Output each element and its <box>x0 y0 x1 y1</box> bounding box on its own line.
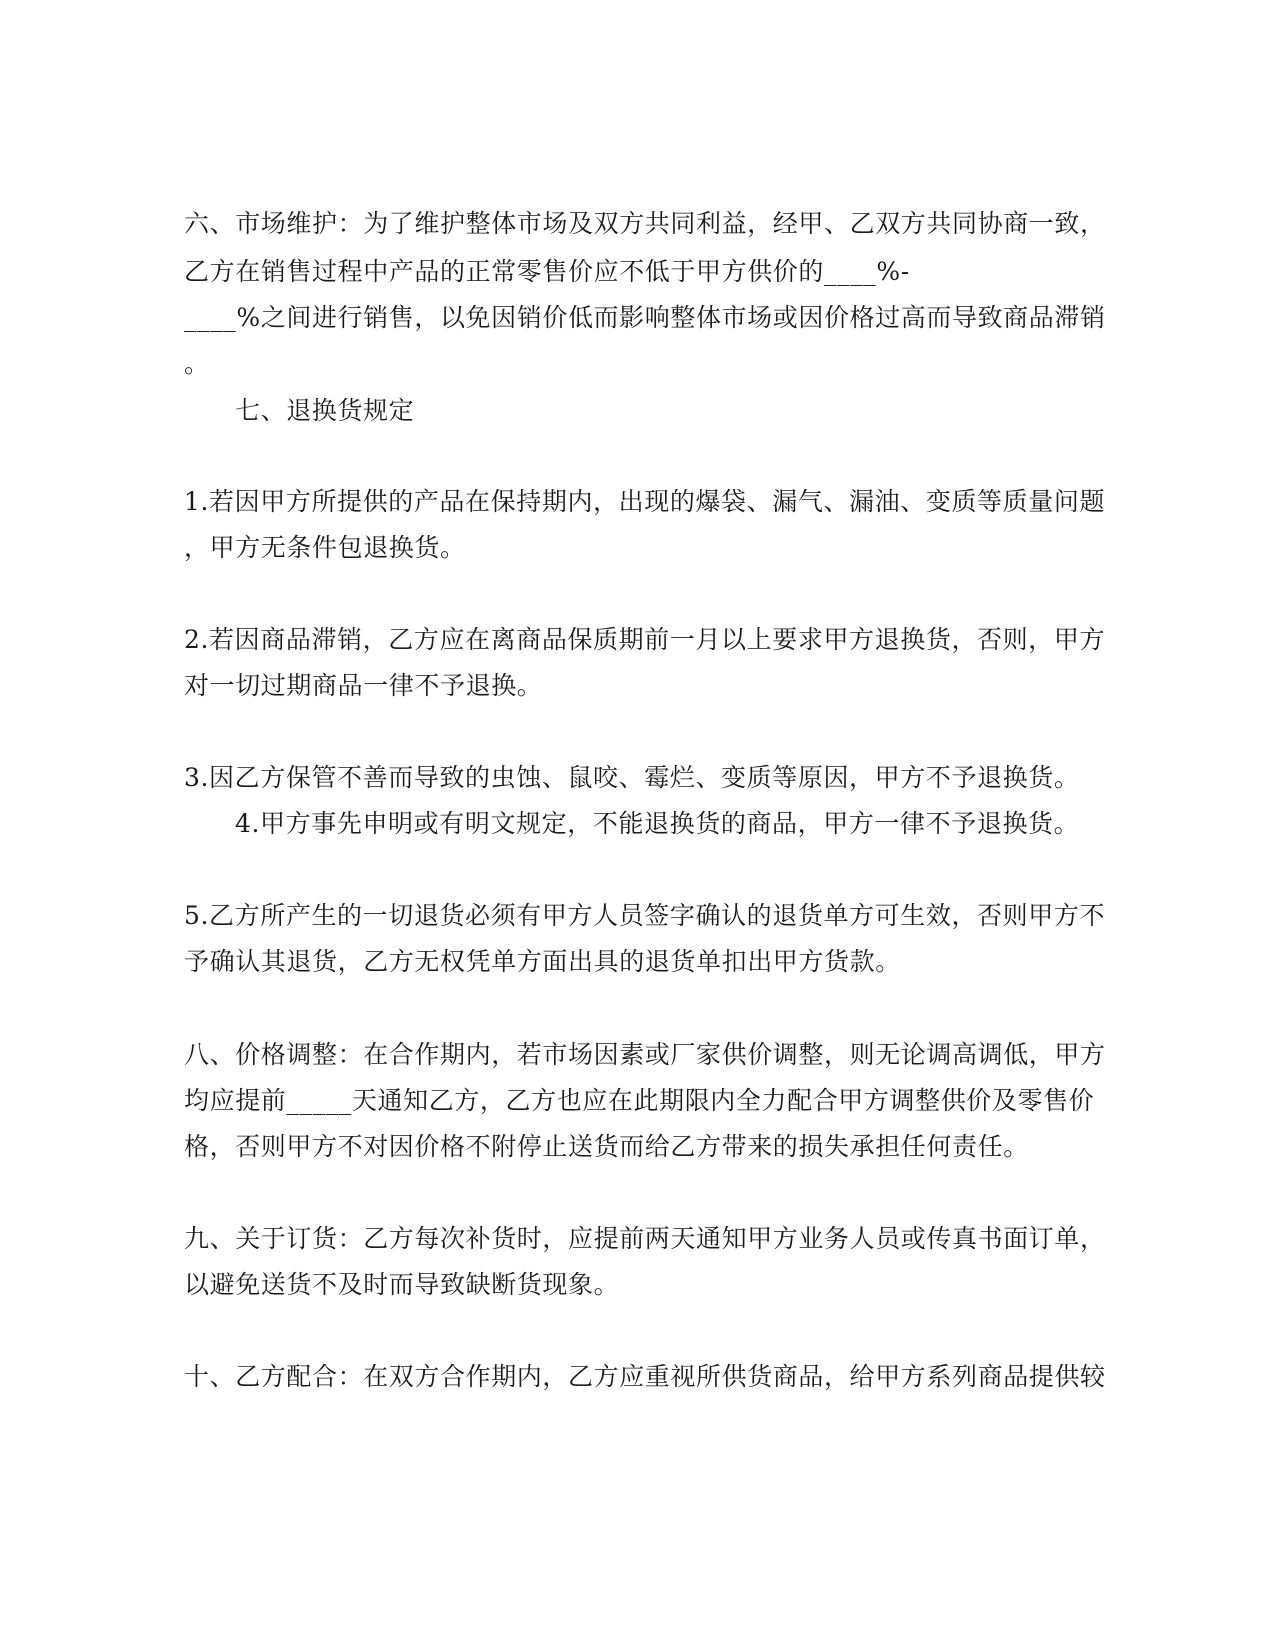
clause-9-line-1: 九、关于订货：乙方每次补货时，应提前两天通知甲方业务人员或传真书面订单， <box>184 1224 1106 1253</box>
item-5-line-1: 5.乙方所产生的一切退货必须有甲方人员签字确认的退货单方可生效，否则甲方不 <box>184 901 1106 930</box>
item-1-line-2: ，甲方无条件包退换货。 <box>184 533 466 562</box>
clause-9-line-2: 以避免送货不及时而导致缺断货现象。 <box>184 1270 620 1299</box>
item-3-line-1: 3.因乙方保管不善而导致的虫蚀、鼠咬、霉烂、变质等原因，甲方不予退换货。 <box>184 763 1080 792</box>
item-4-line-1: 4.甲方事先申明或有明文规定，不能退换货的商品，甲方一律不予退换货。 <box>235 809 1080 838</box>
clause-10-line-1: 十、乙方配合：在双方合作期内，乙方应重视所供货商品，给甲方系列商品提供较 <box>184 1362 1106 1391</box>
clause-7-heading: 七、退换货规定 <box>235 396 415 425</box>
item-5-line-2: 予确认其退货，乙方无权凭单方面出具的退货单扣出甲方货款。 <box>184 947 901 976</box>
clause-8-line-1: 八、价格调整：在合作期内，若市场因素或厂家供价调整，则无论调高调低，甲方 <box>184 1040 1106 1069</box>
clause-8-line-3: 格，否则甲方不对因价格不附停止送货而给乙方带来的损失承担任何责任。 <box>184 1132 1029 1161</box>
clause-6-line-3: ____%之间进行销售，以免因销价低而影响整体市场或因价格过高而导致商品滞销 <box>184 303 1106 332</box>
clause-6-line-1: 六、市场维护：为了维护整体市场及双方共同利益，经甲、乙双方共同协商一致， <box>184 209 1106 238</box>
clause-6-line-4: 。 <box>184 349 210 378</box>
clause-8-line-2: 均应提前_____天通知乙方，乙方也应在此期限内全力配合甲方调整供价及零售价 <box>184 1086 1095 1115</box>
item-1-line-1: 1.若因甲方所提供的产品在保持期内，出现的爆袋、漏气、漏油、变质等质量问题 <box>184 487 1106 516</box>
item-2-line-1: 2.若因商品滞销，乙方应在离商品保质期前一月以上要求甲方退换货，否则，甲方 <box>184 625 1106 654</box>
clause-6-line-2: 乙方在销售过程中产品的正常零售价应不低于甲方供价的____%- <box>184 257 910 286</box>
item-2-line-2: 对一切过期商品一律不予退换。 <box>184 671 543 700</box>
